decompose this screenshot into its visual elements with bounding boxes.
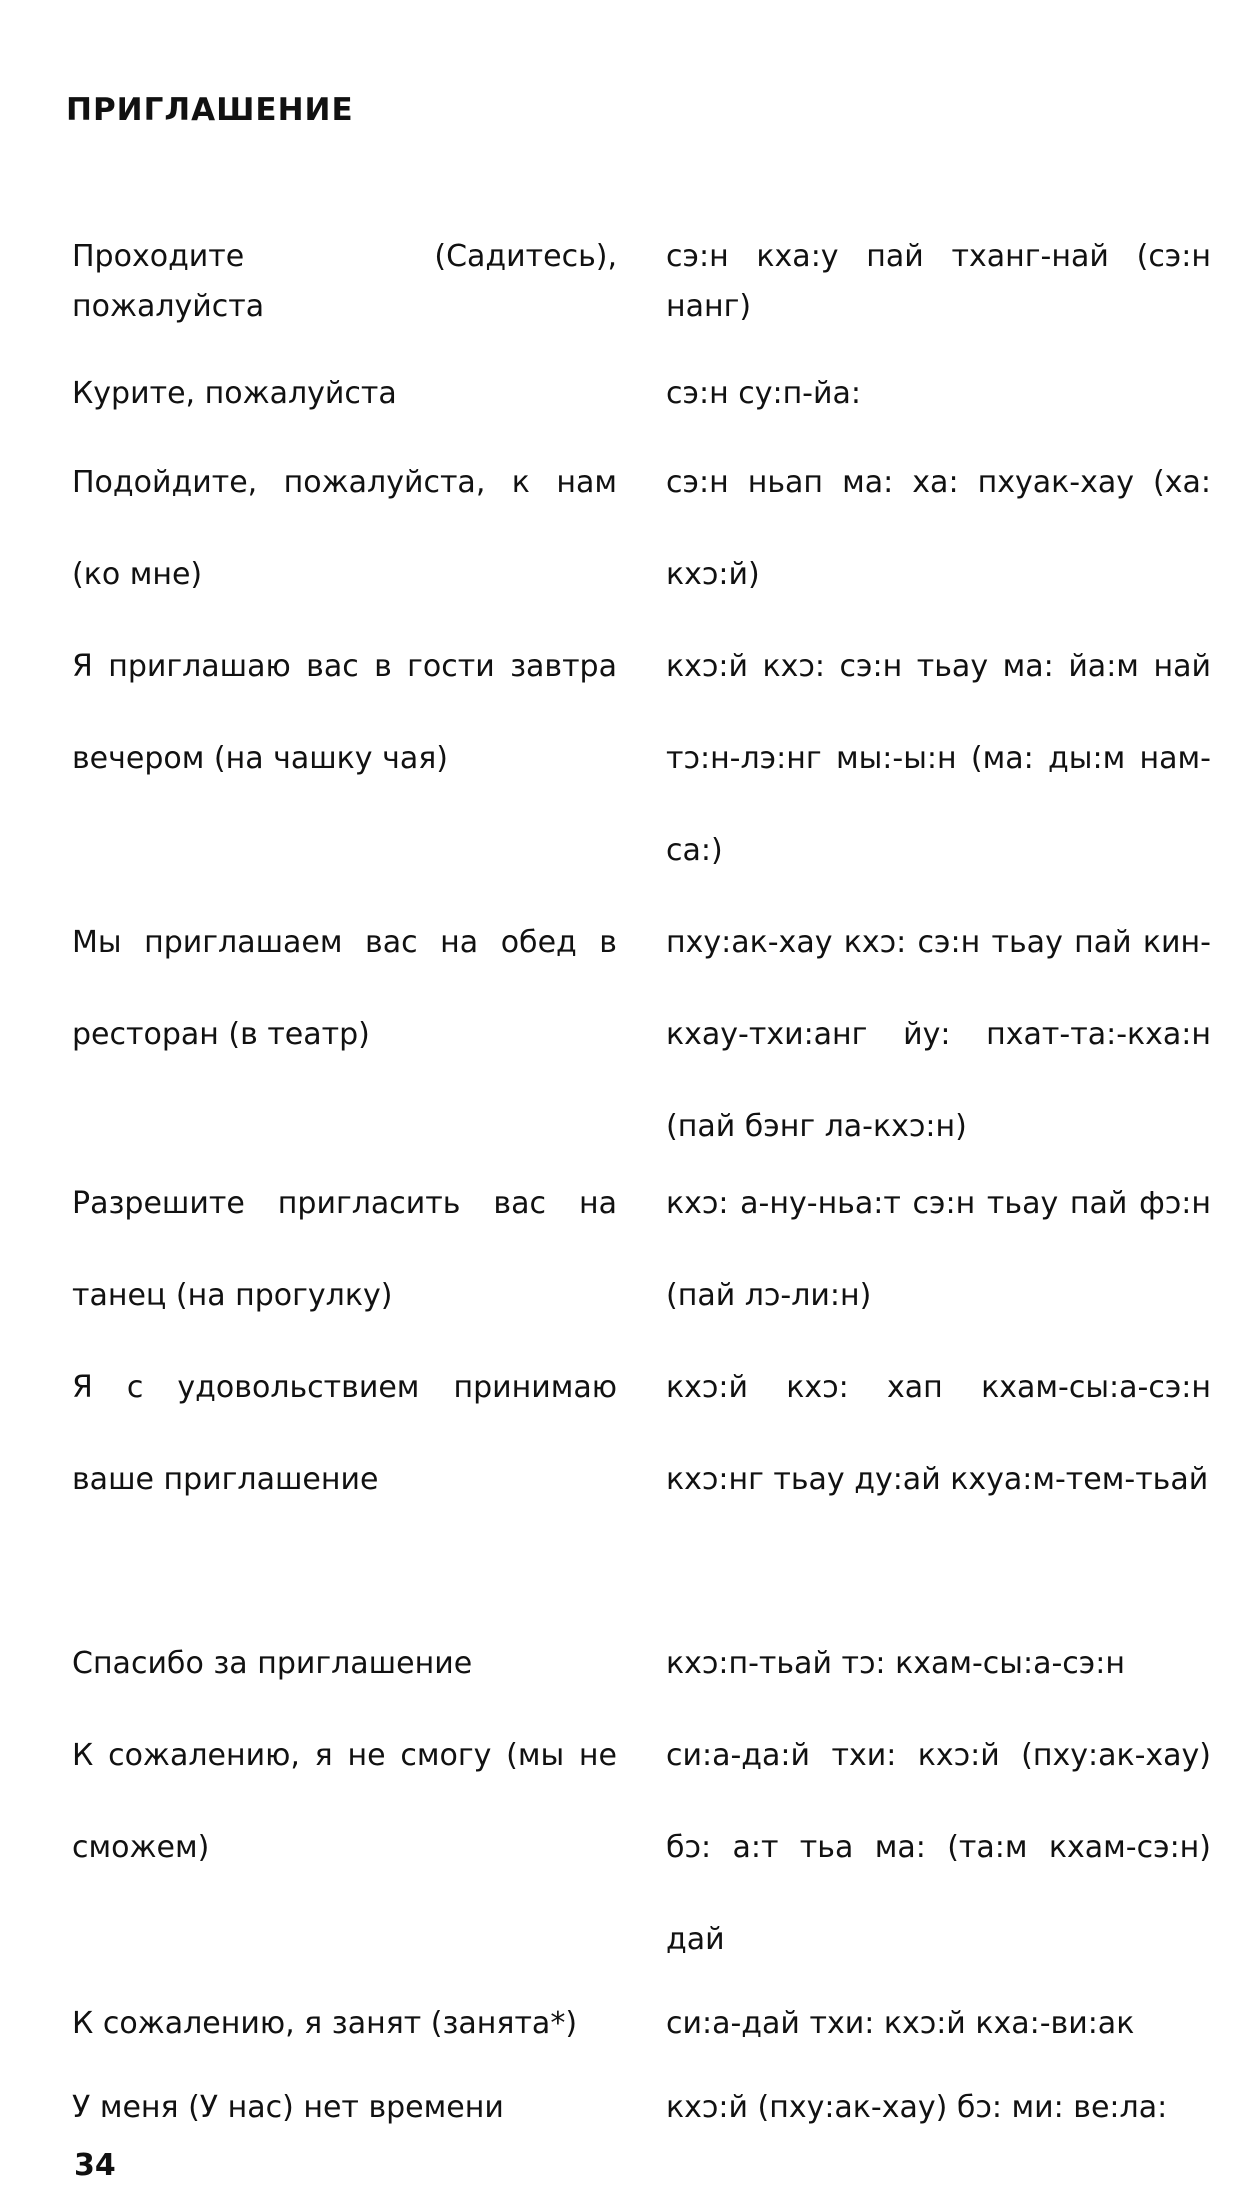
phrase-tr-9: си:а-дай тхи: кхɔ:й кха:-ви:ак: [666, 2006, 1135, 2041]
phrase-ru-8: К сожалению, я не смогу (мы не сможем): [72, 1738, 617, 1865]
phrase-tr-2: сэ:н ньап ма: ха: пхуак-хау (ха: кхɔ:й): [666, 465, 1211, 592]
phrase-tr-5: кхɔ: а-ну-ньа:т сэ:н тьау пай фɔ:н (пай лɔ-ли:н): [666, 1186, 1211, 1313]
phrase-tr-0: сэ:н кхa:у пай тханг-най (сэ:н нанг): [666, 239, 1211, 324]
phrase-tr-4: пху:ак-хау кхɔ: сэ:н тьау пай кин-кхау-тхи:анг йу: пхат-та:-кха:н (пай бэнг ла-кхɔ:н): [666, 925, 1211, 1144]
phrase-ru-10: У меня (У нас) нет времени: [72, 2090, 504, 2125]
phrase-ru-2: Подойдите, пожалуйста, к нам (ко мне): [72, 465, 617, 592]
phrase-ru-9: К сожалению, я занят (занята*): [72, 2006, 578, 2041]
phrase-tr-3: кхɔ:й кхɔ: сэ:н тьау ма: йа:м най тɔ:н-лэ:нг мы:-ы:н (ма: ды:м нам-са:): [666, 649, 1211, 868]
phrase-tr-10: кхɔ:й (пху:ак-хау) бɔ: ми: ве:ла:: [666, 2090, 1168, 2125]
page-number: 34: [74, 2148, 116, 2183]
phrase-ru-6: Я с удовольствием принимаю ваше приглашение: [72, 1370, 617, 1497]
phrase-ru-4: Мы приглашаем вас на обед в ресторан (в театр): [72, 925, 617, 1052]
phrase-tr-6: кхɔ:й кхɔ: хап кхам-сы:а-сэ:н кхɔ:нг тьау ду:ай кхуа:м-тем-тьай: [666, 1370, 1211, 1497]
page-title: ПРИГЛАШЕНИЕ: [66, 92, 354, 128]
phrase-ru-3: Я приглашаю вас в гости завтра вечером (на чашку чая): [72, 649, 617, 776]
phrase-tr-1: сэ:н су:п-йа:: [666, 376, 861, 411]
phrase-ru-7: Спасибо за приглашение: [72, 1646, 473, 1681]
phrase-ru-5: Разрешите пригласить вас на танец (на прогулку): [72, 1186, 617, 1313]
phrase-ru-1: Курите, пожалуйста: [72, 376, 397, 411]
phrase-ru-0: Проходите (Садитесь), пожалуйста: [72, 239, 617, 324]
phrase-tr-7: кхɔ:п-тьай тɔ: кхам-сы:а-сэ:н: [666, 1646, 1125, 1681]
phrase-tr-8: си:а-да:й тхи: кхɔ:й (пху:ак-хау) бɔ: а:т тьа ма: (та:м кхам-сэ:н) дай: [666, 1738, 1211, 1957]
